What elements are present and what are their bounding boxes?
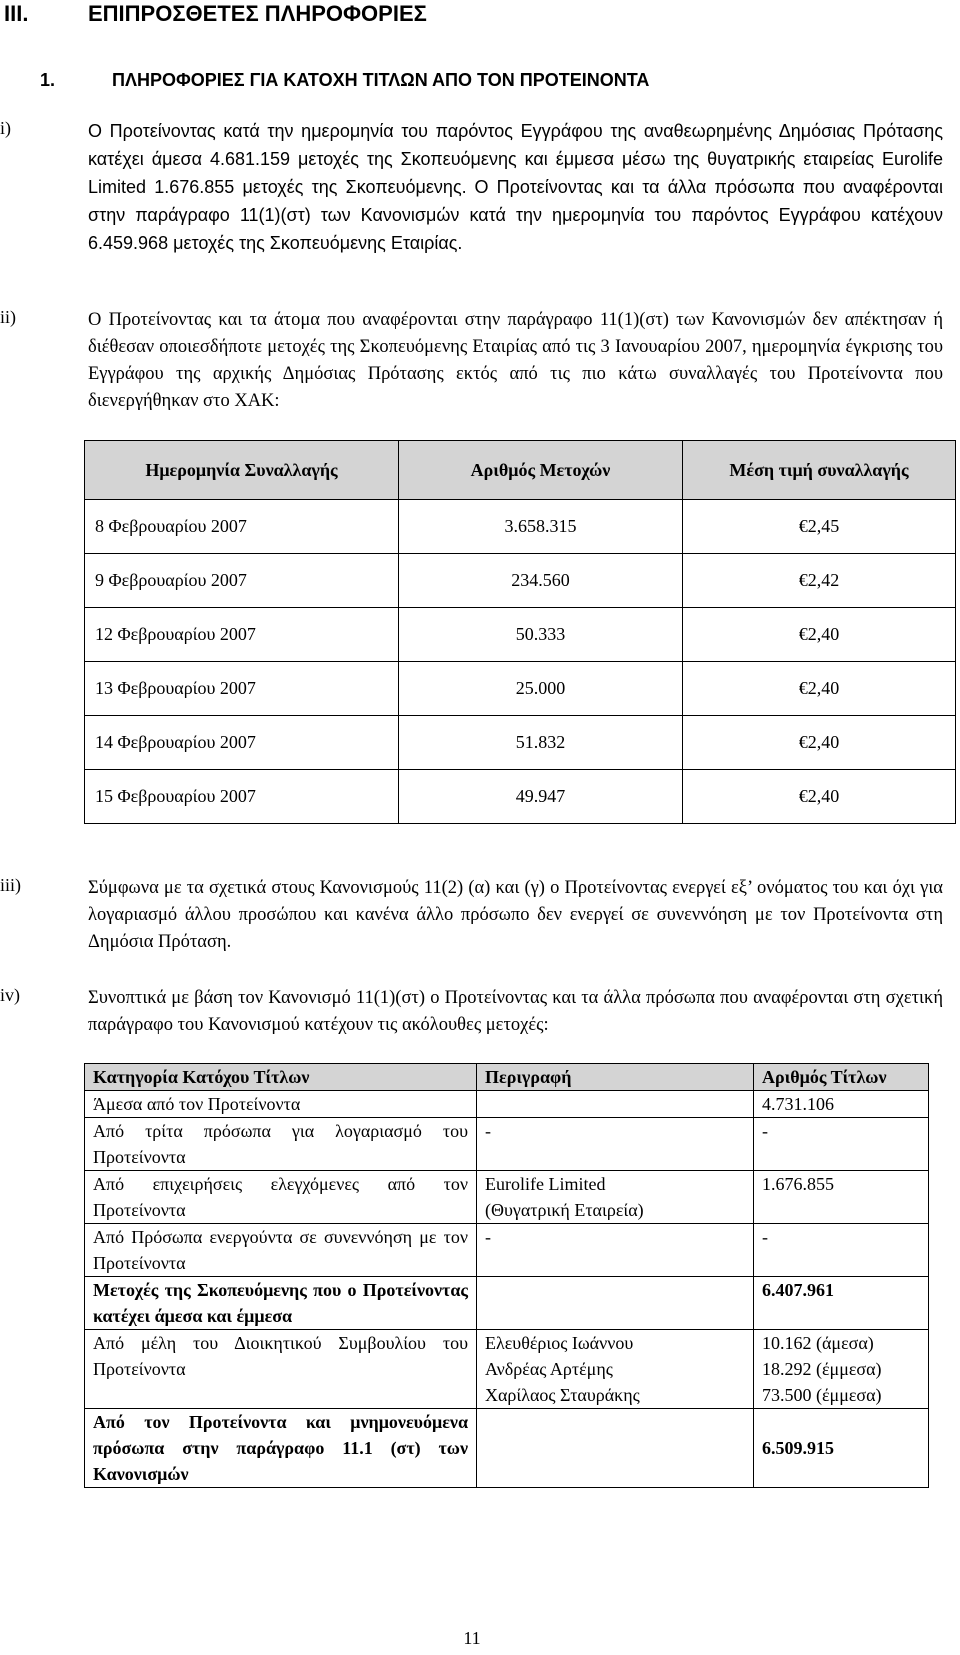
transaction-date: 8 Φεβρουαρίου 2007 — [85, 500, 399, 554]
holder-category: Από τον Προτείνοντα και μνημονευόμενα πρόσωπα στην παράγραφο 11.1 (στ) των Κανονισμών — [85, 1409, 477, 1488]
average-price: €2,42 — [683, 554, 956, 608]
column-header: Ημερομηνία Συναλλαγής — [85, 441, 399, 500]
column-header: Αριθμός Τίτλων — [754, 1064, 929, 1091]
column-header: Μέση τιμή συναλλαγής — [683, 441, 956, 500]
paragraph-text: Ο Προτείνοντας και τα άτομα που αναφέρονται στην παράγραφο 11(1)(στ) των Κανονισμών δεν απέκτησαν ή διέθεσαν οποιεσδήποτε μετοχές της Σκοπευόμενης Εταιρίας από τις 3 Ιανουαρίου 2007, ημερομηνία έγκρισης του Εγγράφου της αρχικής Δημόσιας Πρότασης εκτός από τις πιο κάτω συναλλαγές του Προτείνοντα που διενεργήθηκαν στο ΧΑΚ: — [88, 310, 943, 411]
transaction-date: 15 Φεβρουαρίου 2007 — [85, 770, 399, 824]
holder-description — [477, 1091, 754, 1118]
subsection-title: ΠΛΗΡΟΦΟΡΙΕΣ ΓΙΑ ΚΑΤΟΧΗ ΤΙΤΛΩΝ ΑΠΟ ΤΟΝ ΠΡΟΤΕΙΝΟΝΤΑ — [112, 70, 650, 90]
table-row — [85, 1224, 929, 1277]
table-row — [85, 1277, 929, 1330]
holder-category: Από Πρόσωπα ενεργούντα σε συνεννόηση με τον Προτείνοντα — [85, 1224, 477, 1277]
holder-category: Από τρίτα πρόσωπα για λογαριασμό του Προτείνοντα — [85, 1118, 477, 1171]
average-price: €2,40 — [683, 716, 956, 770]
table-row — [85, 662, 956, 716]
column-header: Περιγραφή — [477, 1064, 754, 1091]
table-row — [85, 1171, 929, 1224]
share-count: 234.560 — [399, 554, 683, 608]
share-count: 50.333 — [399, 608, 683, 662]
holder-category: Από επιχειρήσεις ελεγχόμενες από τον Προτείνοντα — [85, 1171, 477, 1224]
holder-description: Eurolife Limited (Θυγατρική Εταιρεία) — [477, 1171, 754, 1224]
paragraph-label: ii) — [0, 307, 16, 327]
paragraph-label: i) — [0, 118, 11, 138]
table-row — [85, 1330, 929, 1409]
share-count: 25.000 — [399, 662, 683, 716]
table-row — [85, 716, 956, 770]
title-count: 6.407.961 — [754, 1277, 929, 1330]
title-count: 4.731.106 — [754, 1091, 929, 1118]
title-count: - — [754, 1118, 929, 1171]
holder-description — [477, 1409, 754, 1488]
transactions-table — [84, 440, 956, 824]
transaction-date: 13 Φεβρουαρίου 2007 — [85, 662, 399, 716]
table-row — [85, 770, 956, 824]
section-title: ΕΠΙΠΡΟΣΘΕΤΕΣ ΠΛΗΡΟΦΟΡΙΕΣ — [88, 1, 427, 26]
average-price: €2,40 — [683, 662, 956, 716]
paragraph-body — [88, 118, 943, 258]
subsection-number: 1. — [40, 70, 56, 90]
holder-category: Άμεσα από τον Προτείνοντα — [85, 1091, 477, 1118]
holder-description: - — [477, 1118, 754, 1171]
table-row — [85, 1091, 929, 1118]
paragraph-label: iv) — [0, 985, 20, 1005]
title-count: 1.676.855 — [754, 1171, 929, 1224]
holder-category: Μετοχές της Σκοπευόμενης που ο Προτείνοντας κατέχει άμεσα και έμμεσα — [85, 1277, 477, 1330]
table-row — [85, 1409, 929, 1488]
page-number: 11 — [463, 1628, 481, 1648]
holder-description — [477, 1277, 754, 1330]
section-number: III. — [4, 1, 29, 26]
table-header-row — [85, 1064, 929, 1091]
title-count: 6.509.915 — [754, 1409, 929, 1488]
average-price: €2,40 — [683, 608, 956, 662]
share-count: 51.832 — [399, 716, 683, 770]
holdings-table — [84, 1063, 929, 1488]
average-price: €2,40 — [683, 770, 956, 824]
share-count: 49.947 — [399, 770, 683, 824]
transaction-date: 12 Φεβρουαρίου 2007 — [85, 608, 399, 662]
average-price: €2,45 — [683, 500, 956, 554]
table-row — [85, 608, 956, 662]
paragraph-label: iii) — [0, 875, 21, 895]
title-count: 10.162 (άμεσα) 18.292 (έμμεσα) 73.500 (έμμεσα) — [754, 1330, 929, 1409]
paragraph-text: Ο Προτείνοντας και τα άλλα πρόσωπα που αναφέρονται στην παράγραφο 11(1)(στ) των Κανονισμών κατά την ημερομηνία του παρόντος Εγγράφου κατέχουν 6.459.968 μετοχές της Σκοπευόμενης Εταιρίας. — [88, 177, 943, 253]
column-header: Αριθμός Μετοχών — [399, 441, 683, 500]
transaction-date: 9 Φεβρουαρίου 2007 — [85, 554, 399, 608]
column-header: Κατηγορία Κατόχου Τίτλων — [85, 1064, 477, 1091]
table-row — [85, 554, 956, 608]
paragraph-text: Σύμφωνα με τα σχετικά στους Κανονισμούς 11(2) (α) και (γ) ο Προτείνοντας ενεργεί εξ’ ονόματος του και όχι για λογαριασμό άλλου προσώπου και κανένα άλλο πρόσωπο δεν ενεργεί σε συνεννόηση με τον Προτείνοντα στη Δημόσια Πρόταση. — [88, 878, 943, 952]
paragraph-text: Ο Προτείνοντας κατά την ημερομηνία του παρόντος Εγγράφου της αναθεωρημένης Δημόσιας Πρότασης κατέχει άμεσα 4.681.159 μετοχές της Σκοπευόμενης και έμμεσα μέσω της θυγατρικής εταιρείας Eurolife Limited 1.676.855 μετοχές της Σκοπευόμενης. — [88, 121, 943, 197]
transaction-date: 14 Φεβρουαρίου 2007 — [85, 716, 399, 770]
title-count: - — [754, 1224, 929, 1277]
holder-description: Ελευθέριος Ιωάννου Ανδρέας Αρτέμης Χαρίλαος Σταυράκης — [477, 1330, 754, 1409]
holder-description: - — [477, 1224, 754, 1277]
paragraph-text: Συνοπτικά με βάση τον Κανονισμό 11(1)(στ) ο Προτείνοντας και τα άλλα πρόσωπα που αναφέρονται στη σχετική παράγραφο του Κανονισμού κατέχουν τις ακόλουθες μετοχές: — [88, 988, 943, 1035]
table-row — [85, 500, 956, 554]
table-row — [85, 1118, 929, 1171]
table-header-row — [85, 441, 956, 500]
share-count: 3.658.315 — [399, 500, 683, 554]
holder-category: Από μέλη του Διοικητικού Συμβουλίου του Προτείνοντα — [85, 1330, 477, 1409]
